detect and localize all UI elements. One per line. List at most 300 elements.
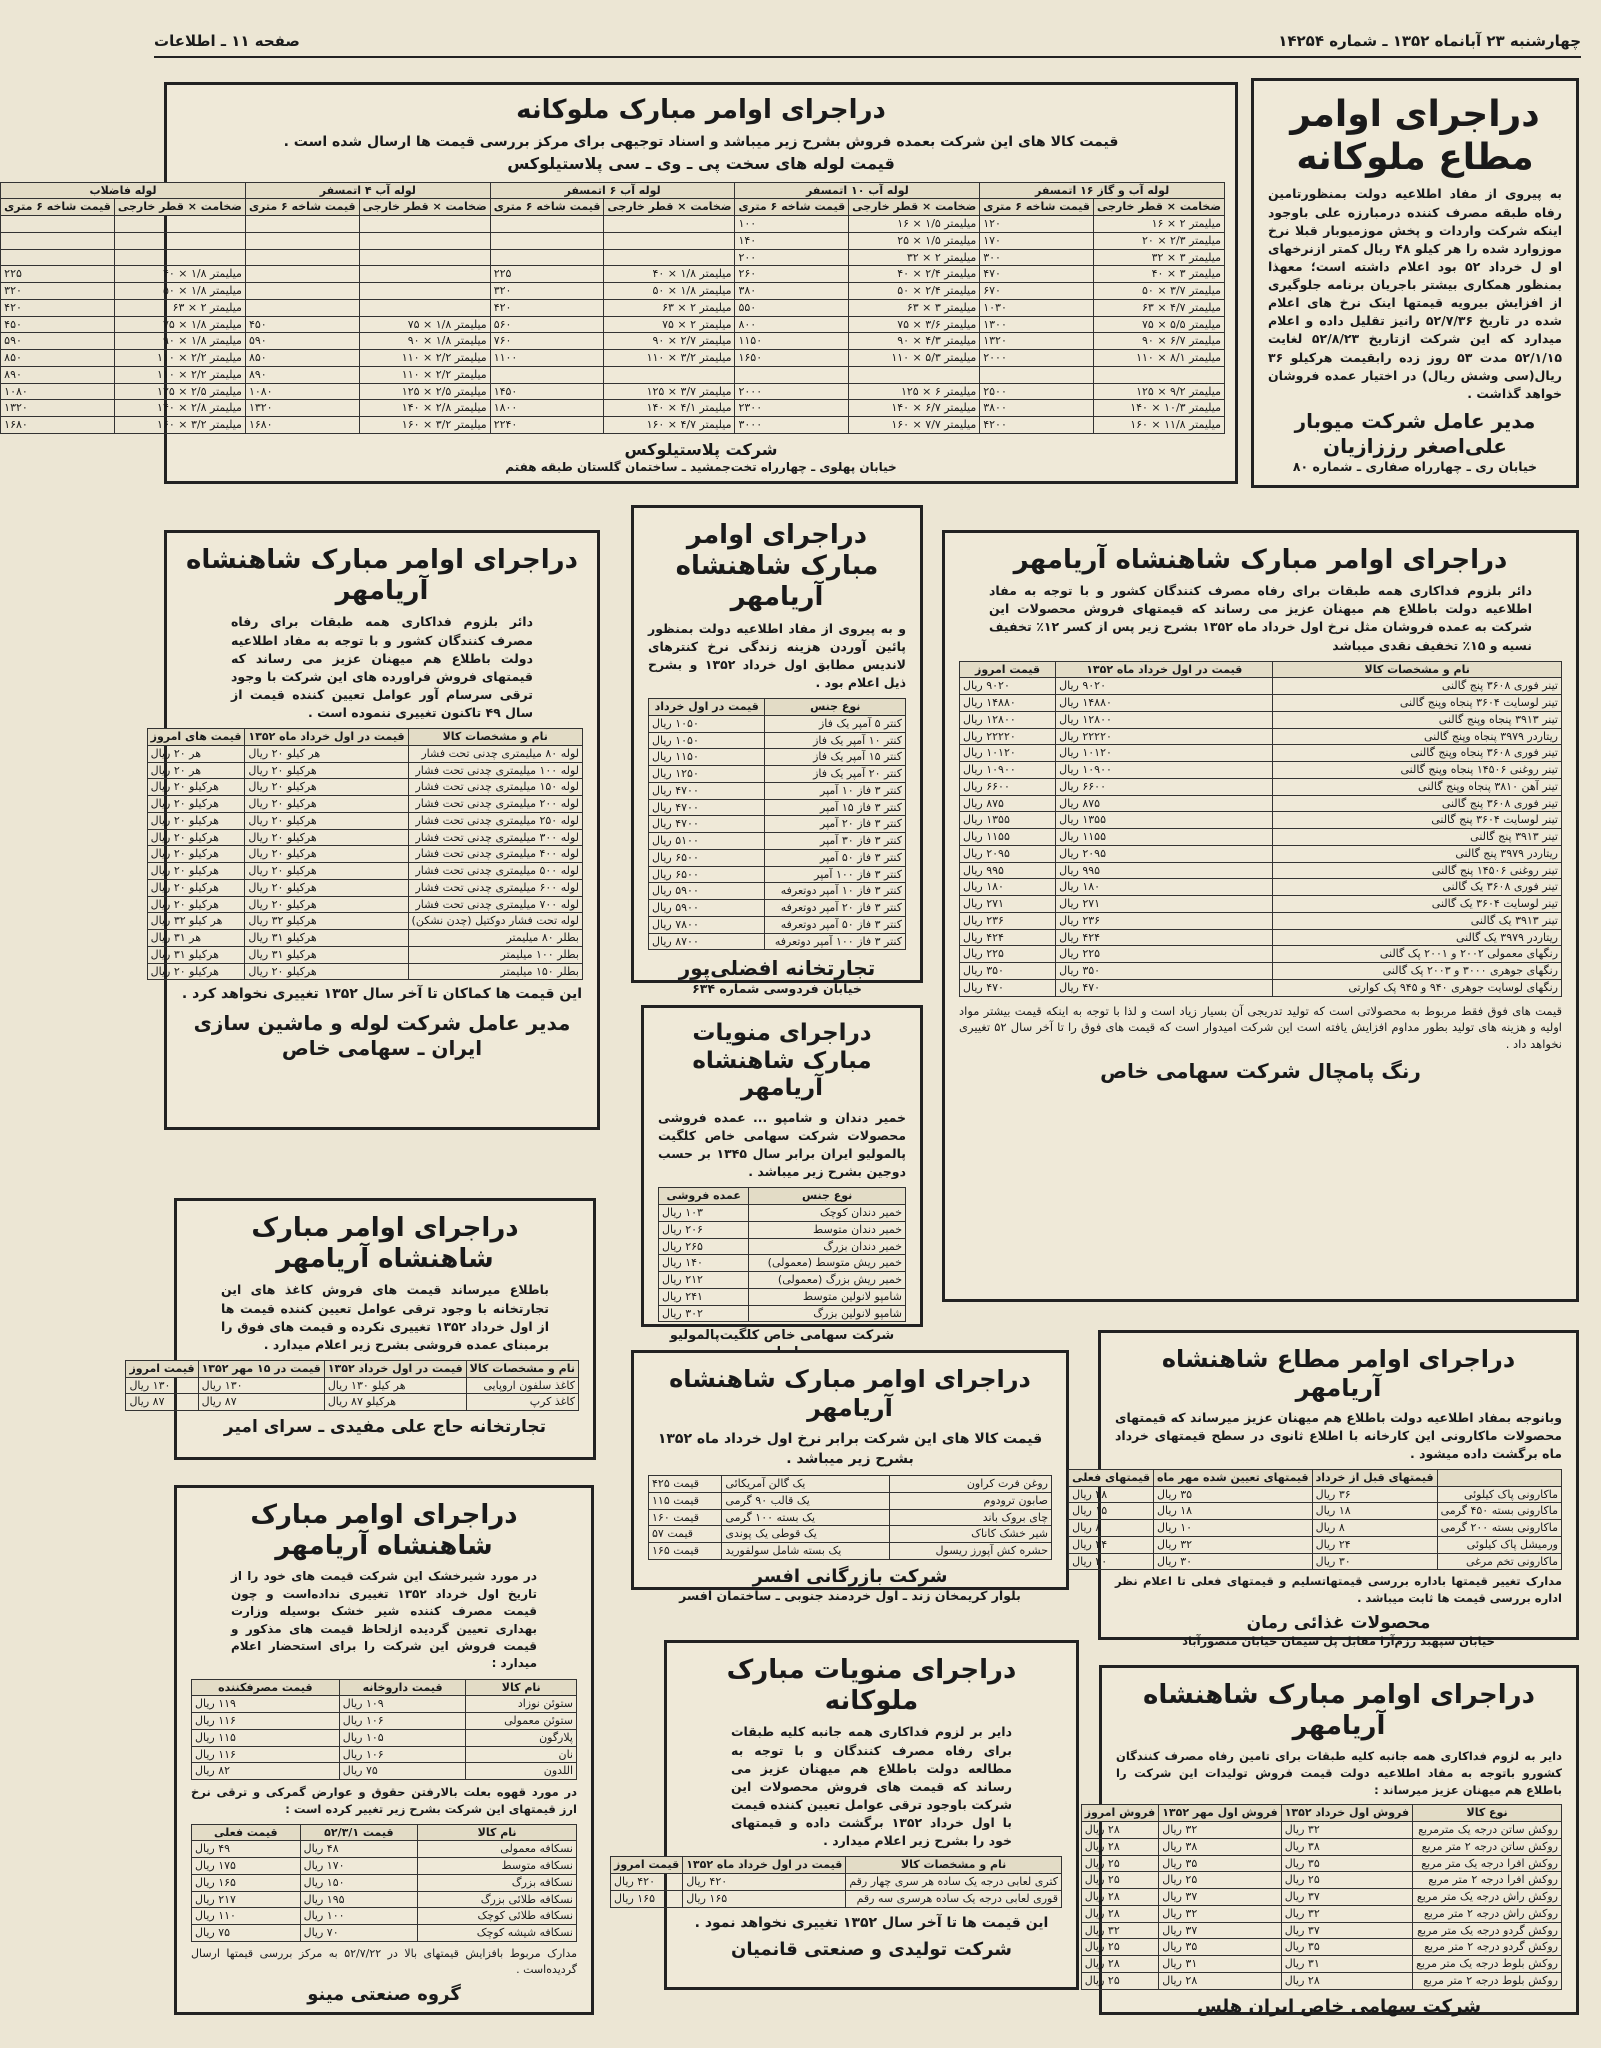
table-header-cell: نام و مشخصات کالا <box>846 1857 1062 1874</box>
table-cell: ۳۲۰ <box>490 283 604 300</box>
table-cell: تینر ۳۹۱۳ پنج گالنی <box>1273 829 1562 846</box>
ad-title: دراجرای اوامر مبارک شاهنشاه آریامهر <box>675 520 879 613</box>
table-cell: ۱۶۸۰ <box>1 417 115 434</box>
ad-melli-top <box>1251 78 1579 488</box>
table-cell: ۱۰ ریال <box>1154 1520 1313 1537</box>
table-cell <box>245 249 359 266</box>
table-cell: میلیمتر ۹/۲ × ۱۲۵ <box>1093 383 1224 400</box>
table-cell: بطلر ۸۰ میلیمتر <box>408 930 582 947</box>
table-cell: ۸۲ ریال <box>192 1763 340 1780</box>
table-cell: میلیمتر ۳/۷ × ۵۰ <box>1093 283 1224 300</box>
table-cell: ۱۱۶ ریال <box>192 1713 340 1730</box>
table-cell: ۴۷۰ <box>980 266 1094 283</box>
table-cell: ۸۷ ریال <box>198 1394 324 1411</box>
table-header-cell: ضخامت × قطر خارجی <box>359 199 490 216</box>
table-cell: ۱۸ ریال <box>1312 1503 1437 1520</box>
table-header-cell: نام کالا <box>466 1679 577 1696</box>
table-cell: میلیمتر ۴/۳ × ۹۰ <box>849 333 980 350</box>
table-cell: ۶۶۰۰ ریال <box>960 778 1056 795</box>
table-row <box>960 929 1562 946</box>
helas-price-table <box>1081 1804 1562 1989</box>
ad-body: دایر به لزوم فداکاری همه جانبه کلیه طبقات برای تامین رفاه مصرف کنندگان کشورو باتوجه به مفاد اطلاعیه دولت قیمت فروش تولیدات این شرکت را باطلاع هم میهنان عزیز میرساند : <box>1116 1749 1562 1797</box>
table-cell: ۲۲۵ <box>1 266 115 283</box>
newspaper-page <box>4 0 1601 2048</box>
table-row <box>147 812 582 829</box>
table-header-cell: قیمت در اول خرداد ماه ۱۳۵۲ <box>1056 661 1273 678</box>
table-cell: کنتر ۲۰ آمپر یک فاز <box>765 766 906 783</box>
table-cell: ورمیشل پاک کیلوئی <box>1437 1536 1561 1553</box>
table-cell: ۲۰۶ ریال <box>659 1221 749 1238</box>
table-cell: ۲۸ ریال <box>1081 1889 1159 1906</box>
table-row <box>1081 1855 1561 1872</box>
table-cell: میلیمتر ۵/۵ × ۷۵ <box>1093 316 1224 333</box>
table-row <box>960 979 1562 996</box>
table-cell <box>604 249 735 266</box>
table-row <box>960 896 1562 913</box>
table-group-row <box>1 182 1225 199</box>
table-cell: قیمت ۱۶۰ <box>649 1509 722 1526</box>
ad-mino <box>174 1485 594 2015</box>
table-row <box>1 216 1225 233</box>
table-cell: ۳۷ ریال <box>1281 1922 1412 1939</box>
table-cell: ۴۷۰ ریال <box>1056 979 1273 996</box>
table-cell: کنتر ۳ فاز ۱۰ آمپر <box>765 782 906 799</box>
table-cell: ۲۵ ریال <box>1159 1872 1281 1889</box>
table-cell: میلیمتر ۶/۷ × ۹۰ <box>1093 333 1224 350</box>
table-cell: کنتر ۳ فاز ۱۰۰ آمپر <box>765 866 906 883</box>
table-cell: میلیمتر ۲/۵ × ۱۲۵ <box>359 383 490 400</box>
table-row <box>659 1255 906 1272</box>
header-date: چهارشنبه ۲۳ آبانماه ۱۳۵۲ ـ شماره ۱۴۲۵۴ <box>1278 32 1581 50</box>
table-cell: خمیر ریش متوسط (معمولی) <box>749 1255 906 1272</box>
table-cell: کاغذ سلفون اروپایی <box>466 1377 578 1394</box>
table-header-cell: قیمت در اول خرداد ماه ۱۳۵۲ <box>683 1857 846 1874</box>
table-row <box>649 799 906 816</box>
table-cell: میلیمتر ۳ × ۳۲ <box>1093 249 1224 266</box>
table-cell: ۷۵ ریال <box>339 1763 466 1780</box>
table-cell: ۴۵۰ <box>245 316 359 333</box>
table-header-cell: نوع کالا <box>1413 1805 1562 1822</box>
ad-afsar <box>631 1350 1069 1604</box>
table-row <box>960 912 1562 929</box>
table-cell: میلیمتر ۲/۳ × ۲۰ <box>1093 232 1224 249</box>
table-cell: میلیمتر ۲/۴ × ۴۰ <box>849 266 980 283</box>
table-cell: ۲۶۰ <box>735 266 849 283</box>
ad-colgate <box>641 1005 923 1344</box>
table-cell: ۳۲ ریال <box>1281 1905 1412 1922</box>
table-row <box>147 779 582 796</box>
table-row <box>1069 1503 1562 1520</box>
table-group-header: لوله آب ۴ اتمسفر <box>245 182 490 199</box>
table-cell: قیمت ۴۲۵ <box>649 1476 722 1493</box>
table-header-cell: قیمت در اول خرداد ماه ۱۳۵۲ <box>245 729 408 746</box>
table-cell: روکش گردو درجه یک متر مربع <box>1413 1922 1562 1939</box>
table-cell: میلیمتر ۳/۲ × ۱۱۰ <box>604 350 735 367</box>
table-header-cell: قیمت در اول خرداد <box>649 699 765 716</box>
table-cell: میلیمتر ۵/۳ × ۱۱۰ <box>849 350 980 367</box>
ad-title: دراجرای اوامر مبارک ملوکانه <box>516 95 886 125</box>
table-cell: ۳۵ ریال <box>1281 1939 1412 1956</box>
table-cell: ۲۵ ریال <box>1281 1872 1412 1889</box>
table-header-cell: ضخامت × قطر خارجی <box>1093 199 1224 216</box>
table-cell: ۱۷۵ ریال <box>192 1858 301 1875</box>
table-cell: ۳۲ ریال <box>1154 1536 1313 1553</box>
table-cell: ۲۲۴۰ <box>490 417 604 434</box>
table-cell: روکش افرا درجه یک متر مربع <box>1413 1855 1562 1872</box>
table-cell <box>1093 366 1224 383</box>
table-cell: ریتاردر ۳۹۷۹ پنج گالنی <box>1273 845 1562 862</box>
ad-title: دراجرای اوامر مبارک شاهنشاه آریامهر <box>250 1500 518 1562</box>
table-cell: رنگهای جوهری ۳۰۰۰ و ۲۰۰۳ پک گالنی <box>1273 963 1562 980</box>
table-cell: ۱۶۸۰ <box>245 417 359 434</box>
table-cell: ۲۷۱ ریال <box>1056 896 1273 913</box>
bamchal-price-table <box>959 661 1562 997</box>
table-cell: میلیمتر ۳ × ۶۳ <box>849 299 980 316</box>
table-cell: ۱۳۰۰ <box>980 316 1094 333</box>
table-row <box>1069 1553 1562 1570</box>
table-row <box>1081 1939 1561 1956</box>
ad-title: دراجرای اوامر مطاع ملوکانه <box>1290 94 1540 179</box>
table-row <box>1081 1822 1561 1839</box>
table-cell: ۳۶ ریال <box>1312 1486 1437 1503</box>
table-header-row <box>192 1824 577 1841</box>
table-header-cell: عمده فروشی <box>659 1188 749 1205</box>
table-header-cell: قیمت امروز <box>126 1360 198 1377</box>
table-row <box>649 816 906 833</box>
table-cell: ۳۱ ریال <box>1159 1956 1281 1973</box>
table-cell: ۱۰۰ <box>735 216 849 233</box>
table-cell: روکش افرا درجه ۲ متر مربع <box>1413 1872 1562 1889</box>
table-cell: لوله ۴۰۰ میلیمتری چدنی تحت فشار <box>408 846 582 863</box>
table-cell: کنتر ۳ فاز ۱۵ آمپر <box>765 799 906 816</box>
table-header-cell: قیمتهای تعیین شده مهر ماه <box>1154 1469 1313 1486</box>
ad-iran-helas <box>1084 1665 1579 2017</box>
table-row <box>649 782 906 799</box>
table-row <box>960 862 1562 879</box>
table-cell <box>359 216 490 233</box>
table-row <box>649 866 906 883</box>
ad-address: خیابان فردوسی شماره ۶۳۴ <box>692 981 862 997</box>
table-cell: ۲۸ ریال <box>1281 1972 1412 1989</box>
table-row <box>126 1377 579 1394</box>
table-cell: ۳۸ ریال <box>1281 1838 1412 1855</box>
ad-body: دائر بلزوم فداکاری همه طبقات برای رفاه مصرف کنندگان کشور و با توجه به مفاد اطلاعیه دولت باطلاع هم میهنان عزیز می رساند که قیمتهای فروش محصولات این شرکت به عمده فروشان مثل نرخ اول خرداد ماه ۱۳۵۲ بشرح زیر پس از کسر ۱۲٪ تخفیف نسیه و ۱۵٪ تخفیف نقدی میباشد <box>989 583 1532 653</box>
table-cell: هرکیلو ۲۰ ریال <box>245 829 408 846</box>
table-cell: ۵۹۰ <box>1 333 115 350</box>
table-header-row <box>649 699 906 716</box>
table-cell: هرکیلو ۲۰ ریال <box>147 879 245 896</box>
table-cell: میلیمتر ۳/۷ × ۱۲۵ <box>604 383 735 400</box>
table-cell: ۳۰ ریال <box>1154 1553 1313 1570</box>
ad-note: مدارک تغییر قیمتها باداره بررسی قیمتهاتسلیم و قیمتهای فعلی تا اعلام نظر اداره بررسی قیمت ها ثابت میباشد . <box>1115 1574 1562 1606</box>
table-header-cell: نام و مشخصات کالا <box>466 1360 578 1377</box>
table-cell: تینر روغنی ۱۴۵۰۶ پنج گالنی <box>1273 862 1562 879</box>
table-cell: روکش بلوط درجه ۲ متر مربع <box>1413 1972 1562 1989</box>
table-cell: ۱۰۶ ریال <box>339 1713 466 1730</box>
table-cell <box>980 366 1094 383</box>
table-cell: لوله تحت فشار دوکتیل (چدن نشکن) <box>408 913 582 930</box>
ad-mid-text: در مورد قهوه بعلت بالارفتن حقوق و عوارض گمرکی و ترقی نرخ ارز قیمتهای این شرکت بشرح زیر تغییر کرده است : <box>191 1785 577 1816</box>
table-cell: کنتر ۱۵ آمپر یک فاز <box>765 749 906 766</box>
table-cell: ۱۸ ریال <box>1154 1503 1313 1520</box>
ad-note: این قیمت ها تا آخر سال ۱۳۵۲ تغییری نخواهد نمود . <box>694 1914 1049 1931</box>
table-cell: یک قالب ۹۰ گرمی <box>722 1492 889 1509</box>
table-header-cell: قیمت ۵۲/۳/۱ <box>300 1824 418 1841</box>
table-row <box>960 879 1562 896</box>
table-cell: حشره کش آپورز ریسول <box>889 1543 1051 1560</box>
ad-title: دراجرای اوامر مبارک شاهنشاه آریامهر <box>1143 1680 1535 1742</box>
table-header-cell: قیمت های امروز <box>147 729 245 746</box>
table-cell: ۱۱۵۰ ریال <box>649 749 765 766</box>
table-cell: ۴۲۰۰ <box>980 417 1094 434</box>
table-cell: ۴۷۰۰ ریال <box>649 782 765 799</box>
table-cell: خمیر دندان بزرگ <box>749 1238 906 1255</box>
ad-signature: شرکت سهامی خاص کلگیت‌پالمولیو <box>669 1328 895 1344</box>
ad-signature: شرکت پلاستیلوکس <box>624 439 778 459</box>
table-cell: میلیمتر ۲/۲ × ۱۱۰ <box>359 350 490 367</box>
table-cell: ۴۲۰ ریال <box>611 1874 683 1891</box>
ad-subtitle-2: قیمت لوله های سخت پی ـ وی ـ سی پلاستیلوکس <box>507 154 895 174</box>
table-cell: روکش ساتن درجه یک مترمربع <box>1413 1822 1562 1839</box>
table-cell: ۱۶۵ ریال <box>683 1890 846 1907</box>
table-cell <box>1 232 115 249</box>
table-cell: ۲۱۲ ریال <box>659 1272 749 1289</box>
table-cell: میلیمتر ۲ × ۳۲ <box>849 249 980 266</box>
table-cell: هرکیلو ۲۰ ریال <box>147 963 245 980</box>
table-cell: ۲۴ ریال <box>1312 1536 1437 1553</box>
table-row <box>1081 1905 1561 1922</box>
table-cell: ۲۵ ریال <box>1081 1939 1159 1956</box>
table-row <box>960 728 1562 745</box>
table-row <box>649 749 906 766</box>
table-header-row <box>659 1188 906 1205</box>
table-cell: ماکارونی پاک کیلوئی <box>1437 1486 1561 1503</box>
table-row <box>192 1713 577 1730</box>
table-header-row <box>960 661 1562 678</box>
table-group-header: لوله آب ۶ اتمسفر <box>490 182 735 199</box>
table-cell: ۳۷ ریال <box>1281 1889 1412 1906</box>
table-row <box>649 1492 1052 1509</box>
table-cell: ۱۶۵ ریال <box>192 1874 301 1891</box>
table-cell: میلیمتر ۱/۸ × ۹۰ <box>114 333 245 350</box>
table-cell: ۲۰۰ <box>735 249 849 266</box>
table-cell: ۲۴ ریال <box>1069 1536 1154 1553</box>
table-cell: ۱۱۰۰ <box>490 350 604 367</box>
table-cell: نان <box>466 1746 577 1763</box>
table-row <box>1081 1889 1561 1906</box>
ad-signature: گروه صنعتی مینو <box>307 1983 461 2005</box>
table-cell: ۱۰۳ ریال <box>659 1205 749 1222</box>
table-row <box>1 249 1225 266</box>
roman-price-table <box>1068 1469 1562 1571</box>
table-cell: ۳۰۰۰ <box>735 417 849 434</box>
ad-body: باطلاع میرساند قیمت های فروش کاغذ های این تجارتخانه با وجود ترقی عوامل تعیین کننده قیمت ها از اول خرداد ۱۳۵۲ تغییری نکرده و قیمت های فوق را برمبنای عمده فروشی بشرح زیر اعلام میدارد . <box>221 1282 549 1352</box>
table-cell: ۹۹۵ ریال <box>960 862 1056 879</box>
table-cell: ۴۸ ریال <box>300 1841 418 1858</box>
table-header-cell: قیمت فعلی <box>192 1824 301 1841</box>
table-cell: قیمت ۵۷ <box>649 1526 722 1543</box>
table-cell: ۱۰۸۰ <box>1 383 115 400</box>
table-cell: میلیمتر ۷/۷ × ۱۶۰ <box>849 417 980 434</box>
table-header-cell: قیمت داروخانه <box>339 1679 466 1696</box>
table-cell: یک قوطی یک پوندی <box>722 1526 889 1543</box>
table-row <box>960 829 1562 846</box>
plastic-price-table <box>0 182 1225 434</box>
table-cell: ۶۶۰۰ ریال <box>1056 778 1273 795</box>
table-cell: ۱۰۵ ریال <box>339 1729 466 1746</box>
table-header-cell: قیمت شاخه ۶ متری <box>490 199 604 216</box>
table-cell <box>359 299 490 316</box>
table-header-cell: قیمت شاخه ۶ متری <box>980 199 1094 216</box>
table-cell: ۱۸۰ ریال <box>1056 879 1273 896</box>
table-cell: میلیمتر ۱/۸ × ۵۰ <box>604 283 735 300</box>
table-cell: هرکیلو ۲۰ ریال <box>245 879 408 896</box>
table-cell: هرکیلو ۲۰ ریال <box>245 863 408 880</box>
table-cell: روکش راش درجه یک متر مربع <box>1413 1889 1562 1906</box>
table-row <box>1 316 1225 333</box>
table-cell: هر ۳۱ ریال <box>147 930 245 947</box>
table-row <box>649 883 906 900</box>
table-cell: ۳۷ ریال <box>1159 1889 1281 1906</box>
table-row <box>192 1696 577 1713</box>
table-cell: ۵۹۰۰ ریال <box>649 900 765 917</box>
table-cell: تینر لوسایت ۳۶۰۴ پنجاه وپنج گالنی <box>1273 695 1562 712</box>
table-cell: لوله ۷۰۰ میلیمتری چدنی تحت فشار <box>408 896 582 913</box>
table-cell: کتری لعابی درجه یک ساده هر سری چهار رقم <box>846 1874 1062 1891</box>
table-cell: ۱۳۵۵ ریال <box>960 812 1056 829</box>
table-header-cell: نام و مشخصات کالا <box>1273 661 1562 678</box>
table-cell: هرکیلو ۲۰ ریال <box>147 779 245 796</box>
table-cell: ۵۶۰ <box>490 316 604 333</box>
table-row <box>147 829 582 846</box>
table-cell: ۲۶۵ ریال <box>659 1238 749 1255</box>
table-cell: میلیمتر ۲ × ۷۵ <box>604 316 735 333</box>
table-cell: ۱۴۸۸۰ ریال <box>960 695 1056 712</box>
table-header-cell: فروش اول مهر ۱۳۵۲ <box>1159 1805 1281 1822</box>
table-cell: میلیمتر ۱/۵ × ۱۶ <box>849 216 980 233</box>
table-cell <box>359 283 490 300</box>
table-header-cell: نام کالا <box>418 1824 577 1841</box>
table-cell: نسکافه معمولی <box>418 1841 577 1858</box>
table-cell <box>849 366 980 383</box>
table-row <box>1081 1838 1561 1855</box>
ad-mofidi <box>129 1198 596 1460</box>
table-row <box>192 1763 577 1780</box>
table-cell: ۳۱ ریال <box>1281 1956 1412 1973</box>
table-cell: تینر ۳۹۱۳ یک گالنی <box>1273 912 1562 929</box>
table-cell: قیمت ۱۶۵ <box>649 1543 722 1560</box>
ghaniyan-price-table <box>610 1856 1062 1907</box>
ad-signature: تجارتخانه حاج علی مفیدی ـ سرای امیر <box>223 1417 547 1438</box>
table-cell: ۴۲۰ ریال <box>683 1874 846 1891</box>
table-cell: هر ۲۰ ریال <box>147 745 245 762</box>
ad-ghaniyan <box>614 1640 1079 1990</box>
table-cell: ۲۸ ریال <box>1081 1905 1159 1922</box>
table-cell: ۸۵۰ <box>245 350 359 367</box>
table-cell: هرکیلو ۲۰ ریال <box>245 963 408 980</box>
table-cell: ۵۱۰۰ ریال <box>649 833 765 850</box>
ad-body: دائر بلزوم فداکاری همه طبقات برای رفاه مصرف کنندگان کشور و با توجه به مفاد اطلاعیه دولت باطلاع هم میهنان عزیز می رساند که قیمتهای فروش فراورده های این شرکت با وجود ترقی سرسام آور عوامل تعیین کننده قیمت از سال ۴۹ تاکنون تغییری ننموده است . <box>231 614 533 720</box>
table-cell: ریتاردر ۳۹۷۹ یک گالنی <box>1273 929 1562 946</box>
page-header <box>154 26 1581 58</box>
table-row <box>659 1288 906 1305</box>
table-cell: ۱۱۵۰ <box>735 333 849 350</box>
table-cell <box>735 366 849 383</box>
table-cell: هرکیلو ۳۱ ریال <box>147 946 245 963</box>
table-cell: ۸۰۰ <box>735 316 849 333</box>
table-cell: روکش ساتن درجه ۲ متر مربع <box>1413 1838 1562 1855</box>
table-cell: ۶۵۰۰ ریال <box>649 849 765 866</box>
table-cell <box>359 249 490 266</box>
table-row <box>1 366 1225 383</box>
table-cell: ۳۵۰ ریال <box>1056 963 1273 980</box>
ad-signature: شرکت تولیدی و صنعتی قانمیان <box>730 1938 1013 1960</box>
table-row <box>649 1526 1052 1543</box>
table-row <box>1 299 1225 316</box>
table-cell: پلارگون <box>466 1729 577 1746</box>
table-row <box>192 1729 577 1746</box>
ad-body: وبانوجه بمفاد اطلاعیه دولت باطلاع هم میهنان عزیز میرساند که قیمتهای محصولات ماکارونی این کارخانه با اطلاع ثانوی در سطح قیمتهای خرداد ماه برگشت داده میشود . <box>1115 1409 1562 1461</box>
table-row <box>1 417 1225 434</box>
table-cell: کنتر ۳ فاز ۲۰ آمپر <box>765 816 906 833</box>
table-cell: ۱۱۶ ریال <box>192 1746 340 1763</box>
ad-body: و به پیروی از مفاد اطلاعیه دولت بمنظور پائین آوردن هزینه زندگی نرخ کنترهای لاندیس مطابق اول خرداد ۱۳۵۲ و بشرح ذیل اعلام بود . <box>648 620 906 690</box>
table-cell: ۴۲۰ <box>1 299 115 316</box>
table-cell: ۲۰۹۵ ریال <box>1056 845 1273 862</box>
table-cell: ۳۵ ریال <box>1159 1939 1281 1956</box>
table-header-cell: قیمت شاخه ۶ متری <box>735 199 849 216</box>
table-header-cell: قیمت در ۱۵ مهر ۱۳۵۲ <box>198 1360 324 1377</box>
table-header-cell: قیمت امروز <box>611 1857 683 1874</box>
table-cell: تینر فوری ۳۶۰۸ پنج گالنی <box>1273 795 1562 812</box>
table-cell: میلیمتر ۲/۲ × ۱۱۰ <box>114 350 245 367</box>
table-row <box>192 1841 577 1858</box>
table-row <box>659 1221 906 1238</box>
table-cell: ۳۲ ریال <box>1081 1922 1159 1939</box>
table-row <box>1069 1536 1562 1553</box>
table-cell: ۲۰۰۰ <box>980 350 1094 367</box>
header-page-number: صفحه ۱۱ ـ اطلاعات <box>154 32 300 50</box>
table-cell: ۱۴۰ ریال <box>659 1255 749 1272</box>
mofidi-price-table <box>125 1360 579 1411</box>
table-cell <box>604 366 735 383</box>
table-cell: تینر فوری ۳۶۰۸ پنجاه وپنج گالنی <box>1273 745 1562 762</box>
table-cell: ۲۲۵ ریال <box>960 946 1056 963</box>
table-cell: ماکارونی بسته ۲۰۰ گرمی <box>1437 1520 1561 1537</box>
table-cell: ۱۰۵۰ ریال <box>649 732 765 749</box>
ad-body: به پیروی از مفاد اطلاعیه دولت بمنظورتامین رفاه طبقه مصرف کننده درمبارزه علی باوجود اینکه شرکت واردات و پخش موزمیوبار قبلا نرخ موزوارد شده را هر کیلو ۴۸ ریال کمتر ازنرخهای او ل خرداد ۵۲ بود اعلام داشته است؛ معهذا بمنظور همکاری بیشتر باجریان برنامه جلوگیری از افزایش بیرویه قیمتها اینک نرخ های اعلام شده در تاریخ ۵۲/۷/۳۶ رانیز تقلیل داده و اعلام میدارد که این شرکت ازتاریخ ۵۲/۸/۲۳ لغایت ۵۲/۱/۱۵ مدت ۵۳ روز زده رابقیمت هرکیلو ۳۶ ریال(سی وشش ریال) در اختیار عمده فروشان خواهد گذاشت . <box>1268 186 1563 401</box>
table-cell: ۳۲۰ <box>1 283 115 300</box>
table-cell: میلیمتر ۲/۷ × ۹۰ <box>604 333 735 350</box>
table-cell: ۱۸۰ ریال <box>960 879 1056 896</box>
table-group-header: لوله فاضلاب <box>1 182 246 199</box>
table-cell: ۸۹۰ <box>245 366 359 383</box>
table-cell: ۸۷۰۰ ریال <box>649 933 765 950</box>
table-header-row <box>1081 1805 1561 1822</box>
table-row <box>611 1890 1062 1907</box>
table-header-cell: ضخامت × قطر خارجی <box>114 199 245 216</box>
table-cell: هرکیلو ۲۰ ریال <box>245 896 408 913</box>
table-cell: ۷۵ ریال <box>192 1925 301 1942</box>
table-row <box>649 933 906 950</box>
table-cell: میلیمتر ۲ × ۶۳ <box>114 299 245 316</box>
table-row <box>147 863 582 880</box>
table-row <box>960 946 1562 963</box>
table-cell: روکش بلوط درجه یک متر مربع <box>1413 1956 1562 1973</box>
ad-title: دراجرای اوامر مبارک شاهنشاه آریامهر <box>669 1365 1031 1422</box>
table-cell: تینر لوسایت ۳۶۰۴ یک گالنی <box>1273 896 1562 913</box>
table-row <box>649 1543 1052 1560</box>
